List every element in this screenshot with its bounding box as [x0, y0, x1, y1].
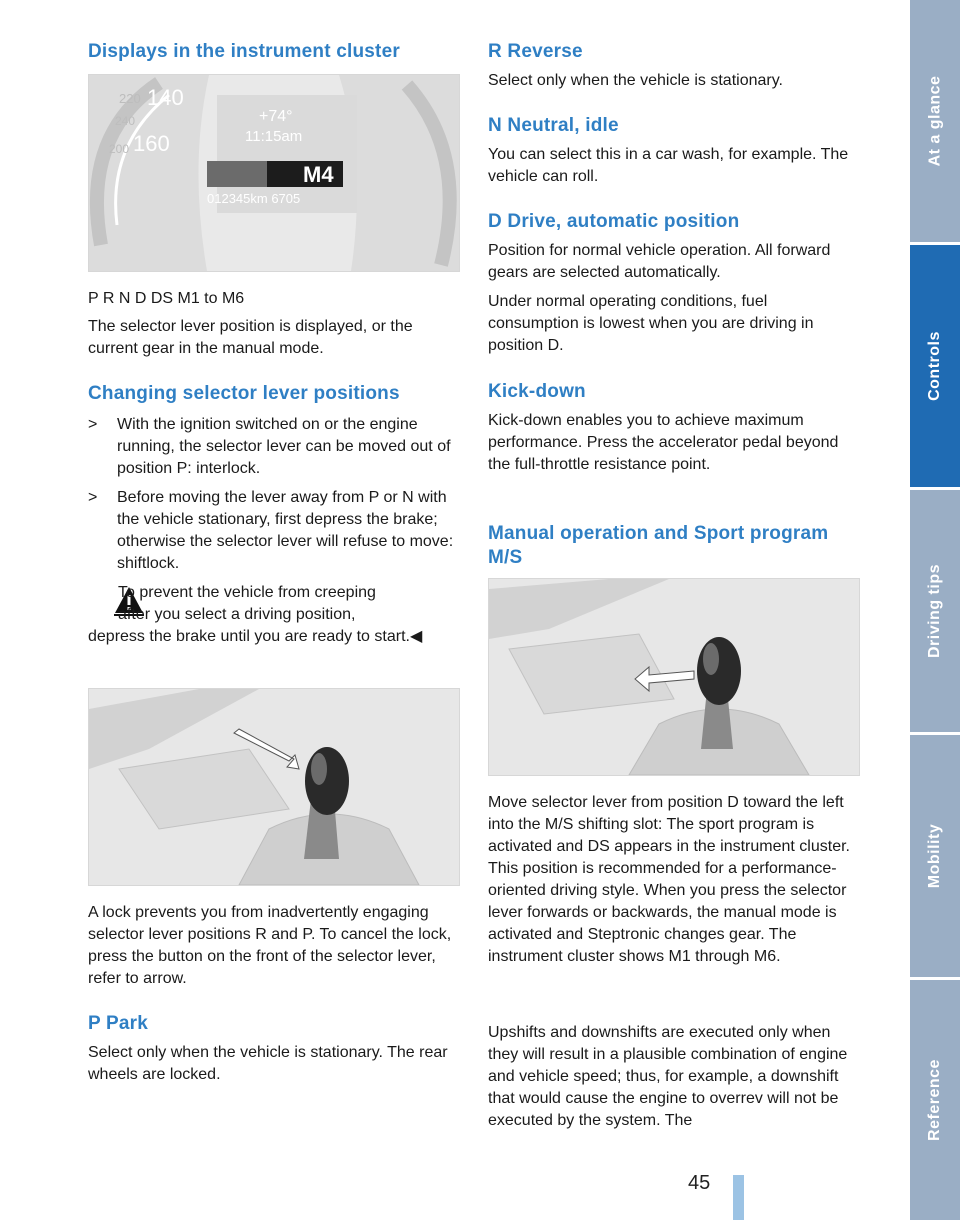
neutral-text: You can select this in a car wash, for example. The vehicle can roll.: [488, 146, 849, 185]
tab-driving-tips[interactable]: [910, 490, 960, 732]
heading-manual: Manual operation and Sport program M/S: [488, 523, 829, 568]
speed-240: 240: [115, 114, 136, 128]
heading-changing: Changing selector lever positions: [88, 383, 400, 404]
warning-line-1: To prevent the vehicle from creeping: [118, 584, 376, 601]
chapter-sidebar: [910, 0, 960, 1220]
warning-rest: depress the brake until you are ready to start.◀: [88, 628, 423, 645]
odometer-readout: 012345km 6705: [207, 191, 301, 206]
tab-reference[interactable]: [910, 980, 960, 1220]
gear-readout: M4: [303, 162, 334, 187]
heading-drive: D Drive, automatic position: [488, 211, 740, 232]
manual-mode-illustration: [489, 579, 859, 775]
tab-mobility-label: Mobility: [926, 823, 943, 889]
heading-park: P Park: [88, 1013, 149, 1034]
tab-reference-label: Reference: [926, 1059, 943, 1141]
selector-lever-figure: [88, 688, 460, 886]
time-readout: 11:15am: [245, 128, 303, 145]
manual-mode-figure: [488, 578, 860, 776]
tab-controls-label: Controls: [926, 331, 943, 401]
bullet-shiftlock: [88, 487, 460, 575]
tab-mobility[interactable]: [910, 735, 960, 977]
speed-160: 160: [133, 131, 170, 156]
tab-at-a-glance[interactable]: [910, 0, 960, 242]
bullet-shiftlock-text: Before moving the lever away from P or N with the vehicle stationary, first depress the brake; otherwise the selector lever will refuse to move: shiftlock.: [117, 489, 454, 572]
warning-note: [88, 582, 460, 672]
tab-driving-tips-label: Driving tips: [926, 563, 944, 659]
instrument-cluster-illustration: [89, 75, 459, 271]
manual-text-1: Move selector lever from position D toward the left into the M/S shifting slot: The sport program is activated and DS appears in the instrument cluster. This position is recommended for a performance-oriented driving style. When you press the selector lever forwards or backwards, the manual mode is activated and Steptronic changes gear. The instrument cluster shows M1 through M6.: [488, 794, 850, 965]
kickdown-text: Kick-down enables you to achieve maximum performance. Press the accelerator pedal beyond the full-throttle resistance point.: [488, 412, 839, 473]
heading-displays: Displays in the instrument cluster: [88, 41, 400, 62]
reverse-text: Select only when the vehicle is stationary.: [488, 72, 783, 89]
bullet-interlock: [88, 414, 460, 480]
drive-text-1: Position for normal vehicle operation. All forward gears are selected automatically.: [488, 242, 831, 281]
temp-readout: +74°: [259, 108, 293, 125]
heading-kickdown: Kick-down: [488, 381, 586, 402]
tab-controls[interactable]: [910, 245, 960, 487]
heading-reverse: R Reverse: [488, 41, 583, 62]
positions-text: P R N D DS M1 to M6: [88, 290, 245, 307]
warning-line-2: after you select a driving position,: [118, 606, 356, 623]
tab-at-a-glance-label: At a glance: [926, 75, 944, 167]
selector-lever-illustration: [89, 689, 459, 885]
heading-neutral: N Neutral, idle: [488, 115, 619, 136]
drive-text-2: Under normal operating conditions, fuel consumption is lowest when you are driving in position D.: [488, 293, 814, 354]
page-marker-bar: [733, 1175, 744, 1220]
page-number: 45: [688, 1172, 711, 1194]
displayed-text: The selector lever position is displayed, or the current gear in the manual mode.: [88, 318, 413, 357]
speed-200: 200: [109, 142, 130, 156]
bullet-marker: >: [88, 489, 98, 506]
instrument-cluster-figure: [88, 74, 460, 272]
bullet-interlock-text: With the ignition switched on or the engine running, the selector lever can be moved out of position P: interlock.: [117, 416, 451, 477]
speed-140: 140: [147, 85, 184, 110]
speed-220: 220: [119, 91, 141, 106]
manual-text-2: Upshifts and downshifts are executed only when they will result in a plausible combination of engine and vehicle speed; thus, for example, a downshift that would cause the engine to overrev will not be executed by the system. The: [488, 1024, 848, 1129]
park-text: Select only when the vehicle is stationary. The rear wheels are locked.: [88, 1044, 448, 1083]
lock-text: A lock prevents you from inadvertently engaging selector lever positions R and P. To cancel the lock, press the button on the front of the selector lever, refer to arrow.: [88, 904, 452, 987]
bullet-marker: >: [88, 416, 98, 433]
